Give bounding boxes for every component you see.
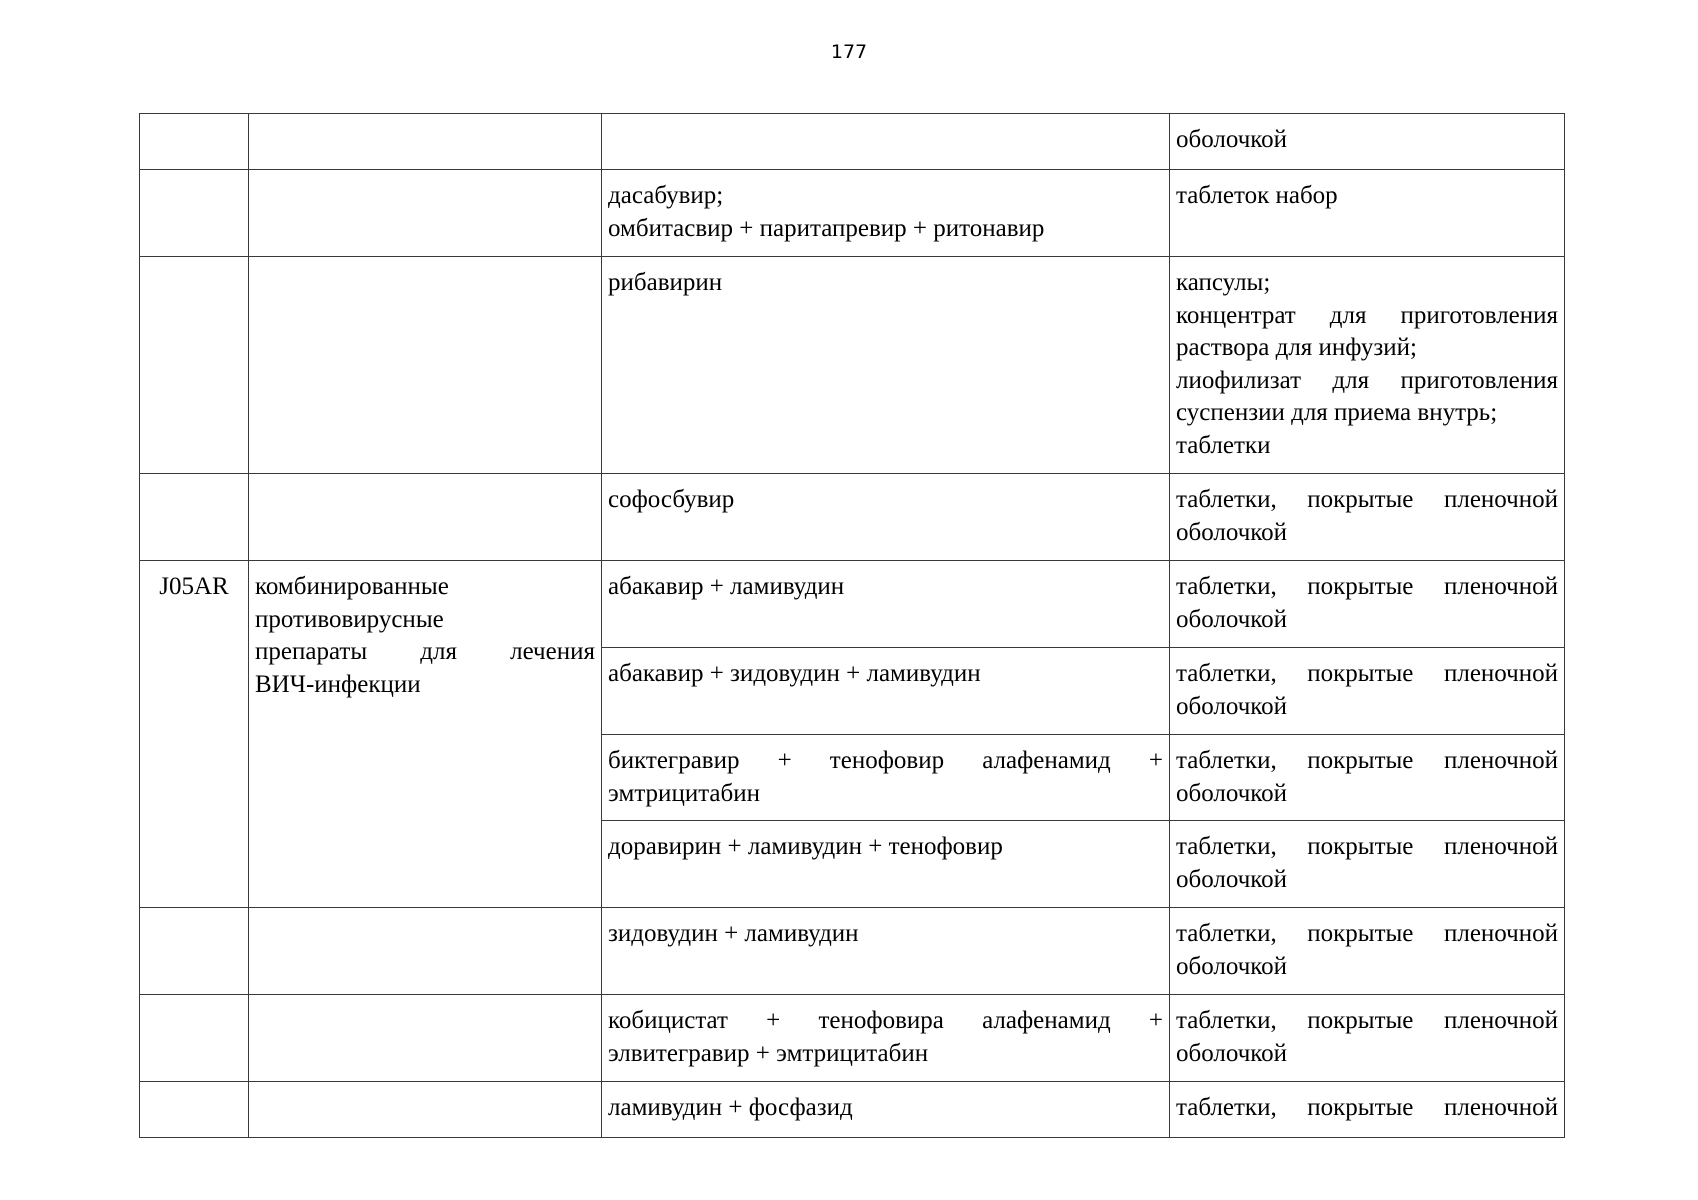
dosage-form-line: суспензии для приема внутрь; [1176, 399, 1498, 426]
table-row [140, 114, 1565, 170]
table-row [140, 908, 1565, 995]
dosage-form-line: капсулы; [1176, 269, 1271, 296]
table-row [140, 170, 1565, 257]
atc-code-cell [140, 995, 249, 1082]
group-cell [249, 561, 602, 908]
dosage-form-line: таблетки [1176, 431, 1271, 459]
dosage-form-line: таблеток набор [1176, 182, 1338, 209]
atc-code-cell: J05AR [140, 561, 249, 908]
dosage-form-cell [1170, 170, 1565, 257]
drug-name-line: абакавир + ламивудин [608, 573, 845, 600]
dosage-form-cell [1170, 648, 1565, 735]
drug-name-cell [602, 474, 1170, 561]
group-line: ВИЧ-инфекции [255, 670, 421, 698]
drug-name-line: доравирин + ламивудин + тенофовир [608, 833, 1003, 860]
dosage-form-cell [1170, 561, 1565, 648]
group-cell [249, 257, 602, 474]
dosage-form-line: оболочкой [1176, 605, 1288, 633]
group-cell [249, 474, 602, 561]
drug-name-line: омбитасвир + паритапревир + ритонавир [608, 214, 1045, 242]
drug-name-cell [602, 821, 1170, 908]
drug-name-line: рибавирин [608, 269, 723, 296]
dosage-form-line: таблетки, покрытые пленочной [1176, 573, 1558, 600]
group-cell [249, 170, 602, 257]
atc-code-cell [140, 908, 249, 995]
dosage-form-cell [1170, 114, 1565, 170]
drug-name-cell [602, 995, 1170, 1082]
dosage-form-line: таблетки, покрытые пленочной [1176, 1094, 1558, 1121]
dosage-form-line: таблетки, покрытые пленочной [1176, 833, 1558, 860]
group-cell [249, 114, 602, 170]
group-line: комбинированные [255, 573, 449, 600]
drug-name-line: ламивудин + фосфазид [608, 1094, 853, 1121]
drug-name-cell [602, 561, 1170, 648]
group-cell [249, 908, 602, 995]
dosage-form-line: оболочкой [1176, 692, 1288, 720]
page-number: 177 [830, 41, 868, 63]
drug-name-line: дасабувир; [608, 182, 724, 209]
dosage-form-line: таблетки, покрытые пленочной [1176, 660, 1558, 687]
drug-name-cell [602, 170, 1170, 257]
dosage-form-line: таблетки, покрытые пленочной [1176, 920, 1558, 947]
drug-name-line: биктегравир + тенофовир алафенамид + [608, 747, 1163, 774]
dosage-form-cell [1170, 995, 1565, 1082]
drug-name-line: эмтрицитабин [608, 779, 761, 807]
group-line: противовирусные [255, 605, 444, 633]
drug-name-cell [602, 114, 1170, 170]
drug-name-line: софосбувир [608, 486, 735, 513]
dosage-form-line: таблетки, покрытые пленочной [1176, 747, 1558, 774]
dosage-form-cell [1170, 257, 1565, 474]
table-row [140, 995, 1565, 1082]
group-cell [249, 1082, 602, 1138]
dosage-form-line: оболочкой [1176, 865, 1288, 893]
dosage-form-line: оболочкой [1176, 779, 1288, 807]
dosage-form-cell [1170, 908, 1565, 995]
dosage-form-line: лиофилизат для приготовления [1176, 366, 1558, 394]
dosage-form-cell [1170, 821, 1565, 908]
dosage-form-cell [1170, 1082, 1565, 1138]
drug-name-line: элвитегравир + эмтрицитабин [608, 1039, 929, 1067]
table-row [140, 1082, 1565, 1138]
group-line: препараты для лечения [255, 638, 595, 665]
table-row [140, 474, 1565, 561]
dosage-form-line: таблетки, покрытые пленочной [1176, 1007, 1558, 1034]
drug-name-line: кобицистат + тенофовира алафенамид + [608, 1007, 1163, 1034]
drug-name-cell [602, 908, 1170, 995]
drug-name-line: абакавир + зидовудин + ламивудин [608, 660, 981, 687]
dosage-form-cell [1170, 474, 1565, 561]
atc-code-cell [140, 257, 249, 474]
dosage-form-line: оболочкой [1176, 952, 1288, 980]
group-cell [249, 995, 602, 1082]
dosage-form-line: оболочкой [1176, 518, 1288, 546]
drug-name-cell [602, 257, 1170, 474]
dosage-form-line: концентрат для приготовления [1176, 301, 1558, 329]
atc-code-cell [140, 114, 249, 170]
atc-code-cell [140, 1082, 249, 1138]
drug-name-cell [602, 735, 1170, 821]
dosage-form-line: раствора для инфузий; [1176, 334, 1417, 361]
atc-code-cell [140, 474, 249, 561]
drug-table [139, 113, 1565, 1138]
dosage-form-line: таблетки, покрытые пленочной [1176, 486, 1558, 513]
drug-name-cell [602, 1082, 1170, 1138]
dosage-form-line: оболочкой [1176, 1039, 1288, 1067]
drug-name-cell [602, 648, 1170, 735]
table-row [140, 257, 1565, 474]
atc-code-cell [140, 170, 249, 257]
dosage-form-cell [1170, 735, 1565, 821]
drug-name-line: зидовудин + ламивудин [608, 920, 859, 947]
table-row [140, 561, 1565, 648]
dosage-form-line: оболочкой [1176, 126, 1288, 153]
